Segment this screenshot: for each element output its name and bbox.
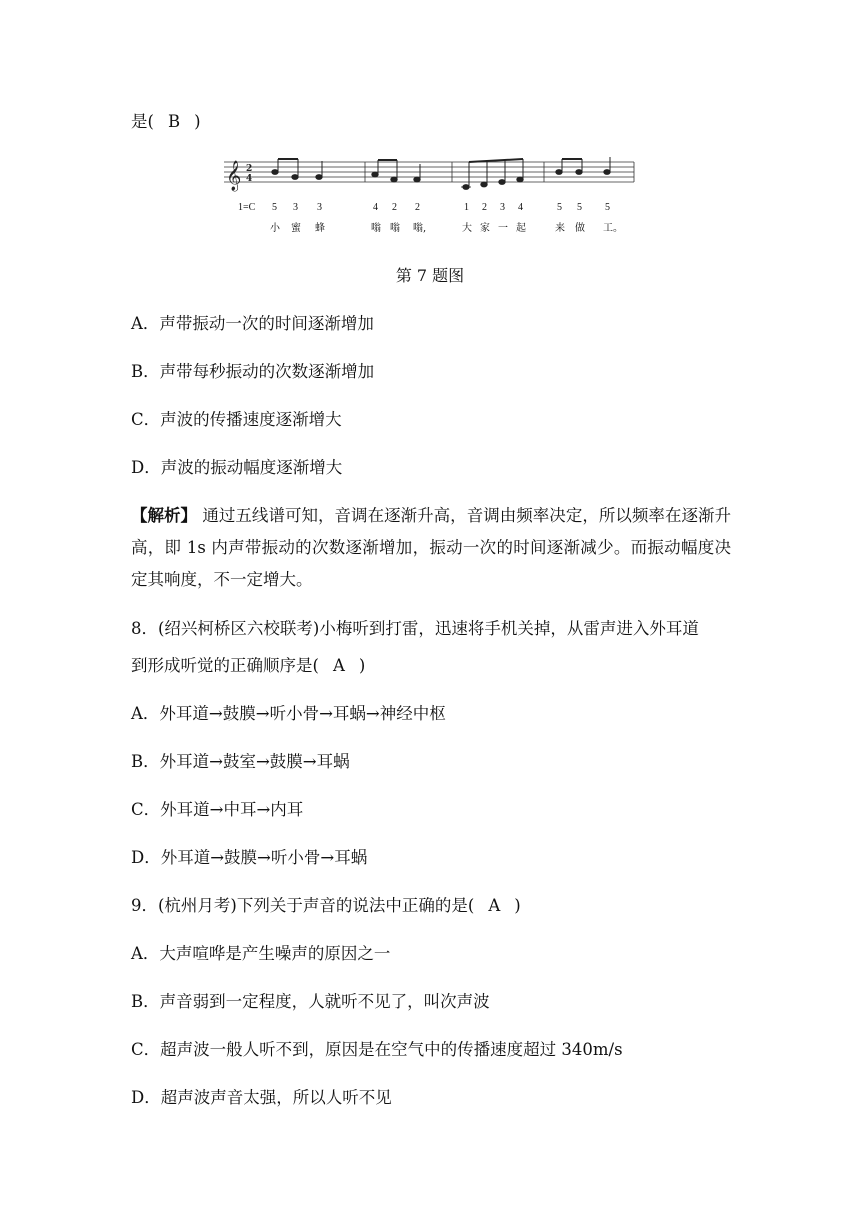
q7-answer: B [167,112,181,131]
q7-option-d: D．声波的振动幅度逐渐增大 [131,458,343,477]
lyric: 做 [575,223,585,234]
svg-text:4: 4 [246,174,253,184]
q8-stem-close: ) [358,656,366,675]
q7-option-c: C．声波的传播速度逐渐增大 [131,410,342,429]
q8-answer: A [332,656,345,675]
note-number: 5 [557,202,562,213]
note-number: 3 [293,202,298,213]
lyric: 蜜 [291,223,301,234]
note-number: 4 [373,202,378,213]
q7-stem-close: ) [194,112,201,131]
q7-analysis [131,500,731,596]
note-number: 4 [518,202,523,213]
figure-caption: 第 7 题图 [395,266,465,285]
analysis-text: 通过五线谱可知，音调在逐渐升高，音调由频率决定，所以频率在逐渐升高，即 1s 内声带振动的次数逐渐增加，振动一次的时间逐渐减少。而振动幅度决定其响度，不一定增大。 [131,506,732,589]
q8-option-a: A．外耳道→鼓膜→听小骨→耳蜗→神经中枢 [131,704,446,723]
q9-option-b: B．声音弱到一定程度，人就听不见了，叫次声波 [131,992,490,1011]
lyric: 蜂 [315,223,325,234]
treble-clef-icon: 𝄞 [226,161,242,191]
note-number: 3 [500,202,505,213]
numbered-notation [222,202,642,216]
lyric: 起 [516,223,526,234]
lyric: 小 [270,223,280,234]
analysis-label: 【解析】 [131,506,198,525]
note-number: 1 [464,202,469,213]
lyric: 嗡, [413,223,427,234]
lyric: 大 [462,223,472,234]
note-number: 5 [605,202,610,213]
lyric: 家 [480,223,490,234]
staff-notation [222,156,642,204]
q7-option-b: B．声带每秒振动的次数逐渐增加 [131,362,375,381]
q9-option-c: C．超声波一般人听不到，原因是在空气中的传播速度超过 340m/s [131,1040,623,1059]
lyric: 来 [555,223,565,234]
lyric: 一 [498,223,508,234]
lyrics [222,219,642,233]
q8-option-d: D．外耳道→鼓膜→听小骨→耳蜗 [131,848,368,867]
q7-stem-tail [131,112,201,132]
lyric: 工。 [603,223,623,234]
q9-stem-text: 9．(杭州月考)下列关于声音的说法中正确的是( [131,896,475,915]
q8-stem-line2 [131,656,365,676]
q7-stem-text: 是( [131,112,154,131]
q8-stem-text: 到形成听觉的正确顺序是( [131,656,319,675]
q9-stem-close: ) [514,896,521,915]
note-number: 2 [482,202,487,213]
q7-option-a: A．声带振动一次的时间逐渐增加 [131,314,374,333]
q8-stem-line1: 8．(绍兴柯桥区六校联考)小梅听到打雷，迅速将手机关掉，从雷声进入外耳道 [131,619,699,638]
note-number: 3 [317,202,322,213]
q9-stem [131,896,521,916]
note-number: 2 [415,202,420,213]
q8-option-b: B．外耳道→鼓室→鼓膜→耳蜗 [131,752,350,771]
note-number: 5 [272,202,277,213]
note-number: 5 [577,202,582,213]
q9-answer: A [488,896,501,915]
key-signature: 1=C [238,202,256,213]
svg-text:2: 2 [246,164,253,174]
lyric: 嗡 [390,223,400,234]
q9-option-a: A．大声喧哗是产生噪声的原因之一 [131,944,391,963]
note-number: 2 [392,202,397,213]
lyric: 嗡 [371,223,381,234]
q9-option-d: D．超声波声音太强，所以人听不见 [131,1088,392,1107]
q8-option-c: C．外耳道→中耳→内耳 [131,800,304,819]
